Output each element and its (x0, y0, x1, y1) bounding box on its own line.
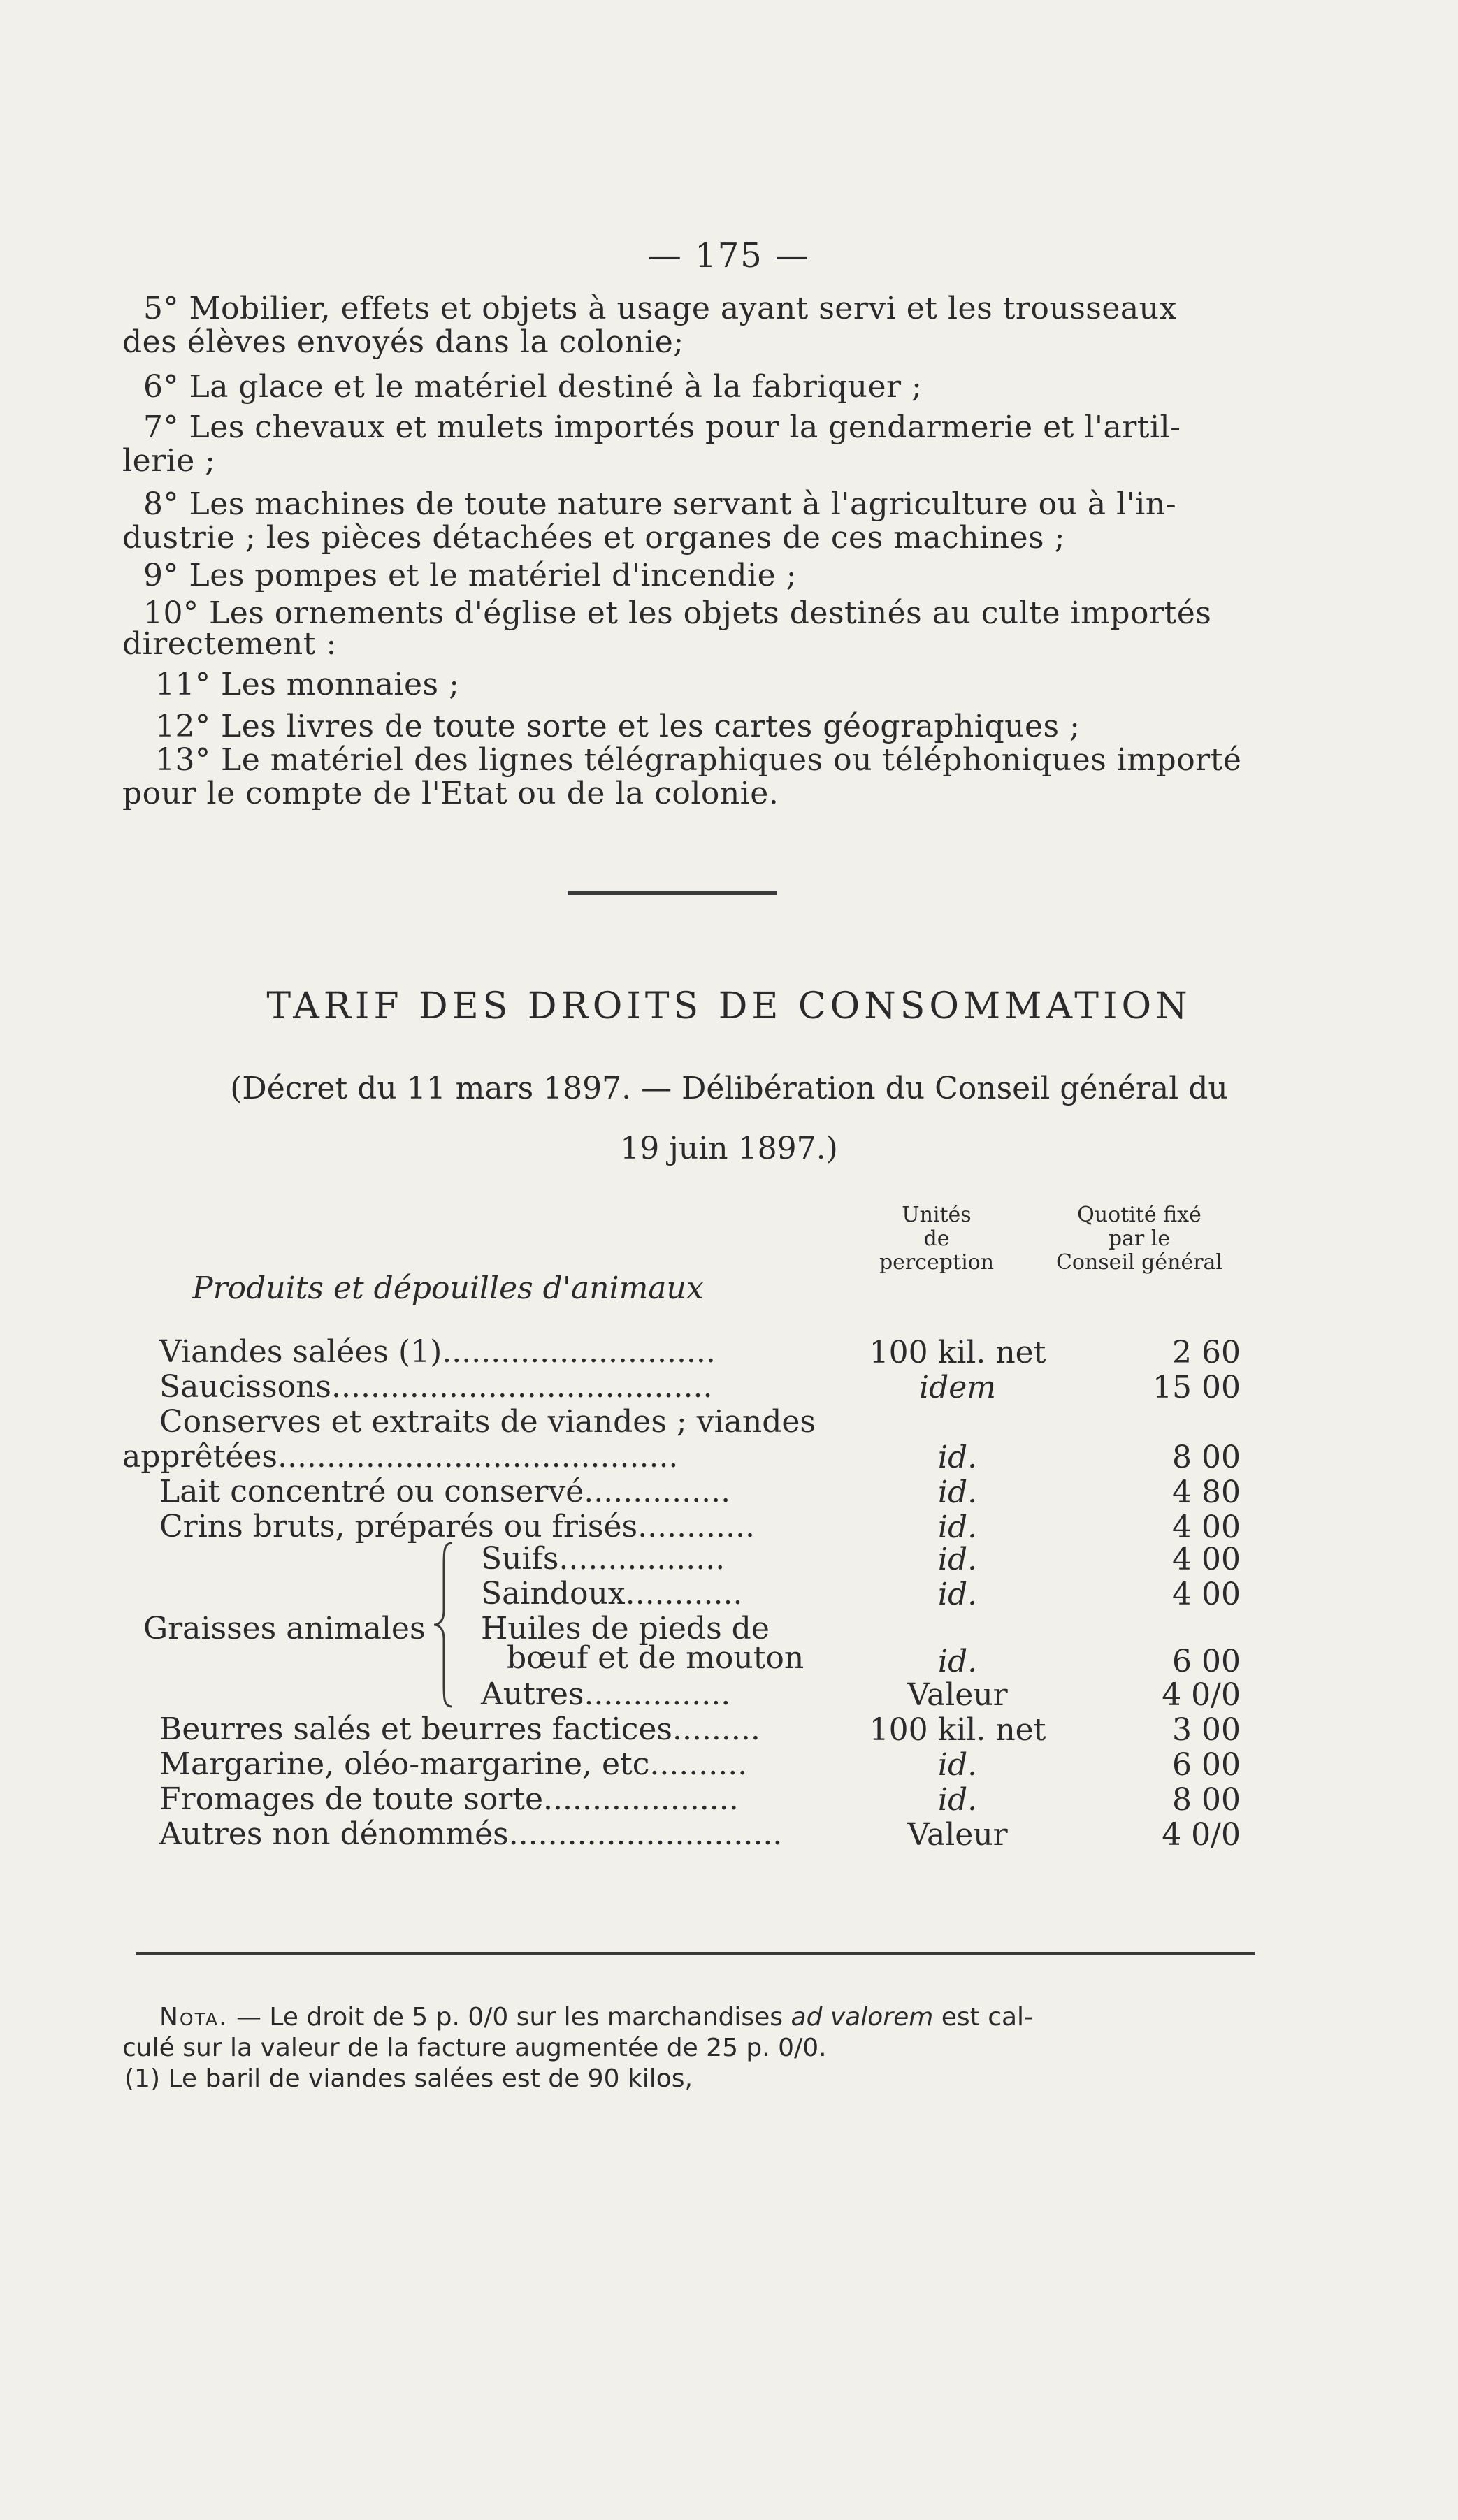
table-row-unit: id. (937, 1509, 978, 1545)
table-row-label: Viandes salées (1)............................ (159, 1334, 716, 1370)
table-row-rate: 6 00 (1172, 1747, 1241, 1783)
table-row-label: Margarine, oléo-margarine, etc.......... (159, 1746, 748, 1782)
table-row-rate: 15 00 (1153, 1370, 1241, 1405)
column-header-unit-line: de (923, 1226, 950, 1251)
page-number: — 175 — (647, 236, 811, 275)
table-row-rate: 2 60 (1172, 1335, 1241, 1370)
table-row-unit: id. (937, 1475, 978, 1510)
table-row-rate: 4 00 (1172, 1542, 1241, 1577)
footnote-divider (136, 1952, 1255, 1955)
table-row-unit: id. (937, 1747, 978, 1783)
section-divider (568, 891, 777, 895)
table-row-rate: 8 00 (1172, 1782, 1241, 1818)
table-row-unit: Valeur (907, 1677, 1008, 1713)
list-line: des élèves envoyés dans la colonie; (122, 324, 684, 360)
table-row-label: bœuf et de mouton (507, 1640, 804, 1676)
column-header-rate-line: Quotité fixé (1077, 1203, 1201, 1227)
table-row-unit: 100 kil. net (869, 1335, 1046, 1370)
list-line: 7° Les chevaux et mulets importés pour la gendarmerie et l'artil- (143, 410, 1181, 445)
note-label: Nota. (159, 2003, 229, 2032)
column-header-unit-line: perception (879, 1250, 995, 1275)
column-header-rate (1027, 1203, 1251, 1275)
table-row-unit: id. (937, 1577, 978, 1612)
table-row-label: Crins bruts, préparés ou frisés............ (159, 1509, 755, 1544)
column-header-unit (867, 1203, 1006, 1275)
group-label: Graisses animales (143, 1611, 426, 1646)
note-line-2: culé sur la valeur de la facture augmentée de 25 p. 0/0. (122, 2034, 827, 2062)
table-row-label: Autres............... (481, 1677, 731, 1712)
list-line: 12° Les livres de toute sorte et les cartes géographiques ; (155, 709, 1081, 744)
decree-line-2: 19 juin 1897.) (620, 1131, 838, 1166)
table-row-rate: 8 00 (1172, 1440, 1241, 1475)
table-row-unit: id. (937, 1542, 978, 1577)
table-row-label: Beurres salés et beurres factices......... (159, 1711, 760, 1747)
list-line: pour le compte de l'Etat ou de la colonie. (122, 776, 779, 811)
list-line: dustrie ; les pièces détachées et organes de ces machines ; (122, 520, 1065, 556)
table-row-label: Fromages de toute sorte.................... (159, 1781, 739, 1817)
note-text-end: est cal- (941, 2003, 1034, 2032)
list-line: 6° La glace et le matériel destiné à la fabriquer ; (143, 369, 923, 405)
table-row-label: Suifs................. (481, 1541, 726, 1577)
tariff-title: TARIF DES DROITS DE CONSOMMATION (266, 985, 1192, 1027)
table-row-label: Lait concentré ou conservé............... (159, 1474, 731, 1509)
table-row-unit: id. (937, 1782, 978, 1818)
list-line: 13° Le matériel des lignes télégraphiques ou téléphoniques importé (155, 742, 1242, 778)
table-row-label: Autres non dénommés............................ (159, 1816, 783, 1852)
table-row-rate: 4 00 (1172, 1509, 1241, 1545)
table-row-label: Saindoux............ (481, 1576, 743, 1612)
table-row-label: Saucissons....................................... (159, 1369, 713, 1405)
table-row-label: apprêtées......................................... (122, 1439, 679, 1475)
list-line: 10° Les ornements d'église et les objets destinés au culte importés (143, 595, 1212, 631)
list-line: 5° Mobilier, effets et objets à usage ayant servi et les trousseaux (143, 291, 1177, 326)
table-row-rate: 4 00 (1172, 1577, 1241, 1612)
section-label: Produits et dépouilles d'animaux (192, 1270, 704, 1306)
table-row-unit: 100 kil. net (869, 1712, 1046, 1748)
table-row-unit: id. (937, 1644, 978, 1679)
table-row-label: Conserves et extraits de viandes ; viandes (159, 1404, 816, 1440)
table-row-label: Huiles de pieds de (481, 1611, 770, 1646)
note-italic: ad valorem (791, 2003, 934, 2032)
table-row-unit: id. (937, 1440, 978, 1475)
table-row-unit: Valeur (907, 1817, 1008, 1853)
table-row-rate: 4 0/0 (1162, 1817, 1241, 1853)
group-brace (430, 1537, 458, 1712)
table-row-rate: 3 00 (1172, 1712, 1241, 1748)
table-row-rate: 4 0/0 (1162, 1677, 1241, 1713)
table-row-rate: 4 80 (1172, 1475, 1241, 1510)
decree-line-1: (Décret du 11 mars 1897. — Délibération du Conseil général du (230, 1071, 1228, 1106)
list-line: 11° Les monnaies ; (155, 667, 460, 702)
list-line: 9° Les pompes et le matériel d'incendie ; (143, 558, 797, 593)
list-line: 8° Les machines de toute nature servant à l'agriculture ou à l'in- (143, 486, 1177, 522)
table-row-rate: 6 00 (1172, 1644, 1241, 1679)
column-header-unit-line: Unités (902, 1203, 972, 1227)
list-line: directement : (122, 626, 337, 662)
list-line: lerie ; (122, 443, 216, 479)
column-header-rate-line: par le (1108, 1226, 1171, 1251)
column-header-rate-line: Conseil général (1055, 1250, 1223, 1275)
note-line-1 (159, 2003, 1033, 2032)
table-row-unit: idem (919, 1370, 996, 1405)
note-text: — Le droit de 5 p. 0/0 sur les marchandises (236, 2003, 784, 2032)
footnote: (1) Le baril de viandes salées est de 90 kilos, (124, 2064, 693, 2093)
